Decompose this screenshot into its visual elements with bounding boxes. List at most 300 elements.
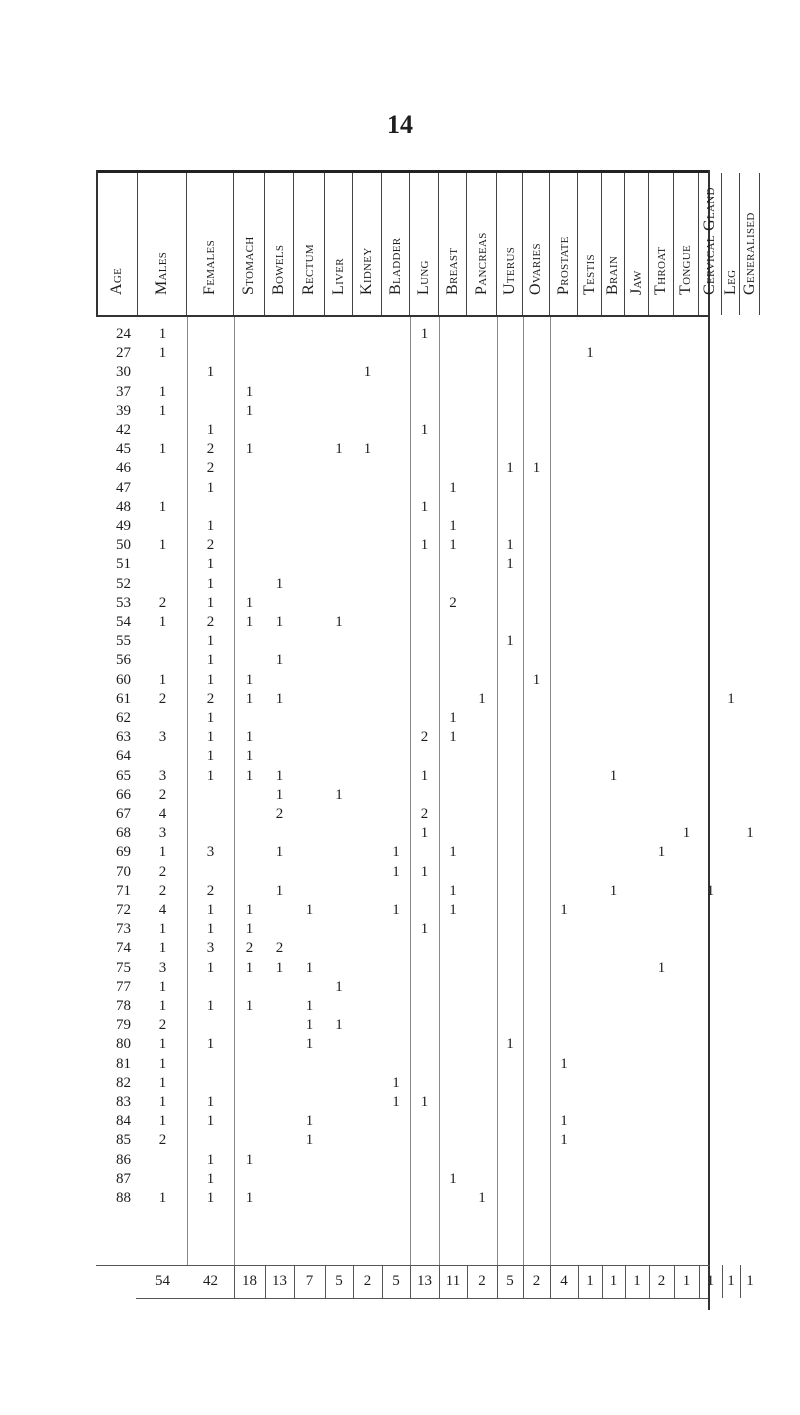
count-cell-females: 2 bbox=[206, 690, 215, 707]
age-cell: 79 bbox=[116, 1017, 131, 1034]
header-females bbox=[187, 173, 234, 315]
header-breast bbox=[439, 173, 467, 315]
count-cell-liver: 1 bbox=[335, 786, 343, 803]
header-bladder bbox=[382, 173, 410, 315]
count-cell-males: 1 bbox=[158, 498, 167, 515]
header-label-ovaries: Ovaries bbox=[527, 243, 544, 295]
header-label-liver: Liver bbox=[329, 258, 347, 295]
header-tongue bbox=[674, 173, 699, 315]
age-cell: 87 bbox=[116, 1170, 131, 1187]
count-cell-females: 1 bbox=[206, 575, 215, 592]
count-cell-females: 1 bbox=[206, 1190, 215, 1206]
header-label-cervical-gland: Cervical Gland bbox=[701, 187, 718, 295]
table-row bbox=[96, 959, 710, 978]
age-cell: 47 bbox=[116, 479, 131, 496]
header-label-leg: Leg bbox=[721, 269, 739, 295]
count-cell-males: 2 bbox=[158, 882, 167, 899]
count-cell-liver: 1 bbox=[335, 614, 343, 630]
count-cell-females: 1 bbox=[206, 1113, 215, 1130]
table-row bbox=[96, 863, 710, 882]
count-cell-females: 1 bbox=[206, 422, 215, 438]
count-cell-females: 3 bbox=[206, 844, 215, 861]
total-cell-tongue: 1 bbox=[682, 1273, 691, 1289]
table-row bbox=[96, 421, 710, 440]
count-cell-males: 1 bbox=[158, 614, 167, 630]
count-cell-bowels: 1 bbox=[275, 614, 284, 630]
count-cell-females: 1 bbox=[206, 729, 215, 746]
count-cell-stomach: 1 bbox=[245, 767, 254, 784]
age-cell: 37 bbox=[116, 383, 131, 400]
header-uterus bbox=[497, 173, 523, 315]
count-cell-lung: 1 bbox=[420, 422, 429, 438]
table-row bbox=[96, 594, 710, 613]
table-row bbox=[96, 363, 710, 382]
count-cell-bowels: 1 bbox=[275, 690, 284, 707]
count-cell-bowels: 1 bbox=[275, 959, 284, 976]
count-cell-lung: 1 bbox=[420, 326, 429, 342]
age-cell: 77 bbox=[116, 978, 131, 995]
count-cell-breast: 1 bbox=[449, 902, 457, 918]
header-bowels bbox=[265, 173, 294, 315]
count-cell-tongue: 1 bbox=[682, 825, 691, 842]
table-row bbox=[96, 1093, 710, 1112]
age-cell: 30 bbox=[116, 364, 131, 381]
count-cell-females: 1 bbox=[206, 748, 215, 765]
count-cell-males: 1 bbox=[158, 921, 167, 938]
count-cell-breast: 1 bbox=[449, 882, 457, 899]
header-label-rectum: Rectum bbox=[300, 244, 317, 295]
age-cell: 74 bbox=[116, 940, 131, 957]
count-cell-stomach: 1 bbox=[245, 594, 254, 611]
table-row bbox=[96, 1151, 710, 1170]
age-cell: 83 bbox=[116, 1094, 131, 1110]
header-liver bbox=[325, 173, 353, 315]
table-row bbox=[96, 920, 710, 939]
count-cell-males: 1 bbox=[158, 1036, 167, 1053]
total-cell-cervical-gland: 1 bbox=[706, 1273, 715, 1289]
age-cell: 52 bbox=[116, 575, 131, 592]
count-cell-breast: 2 bbox=[449, 594, 457, 611]
age-cell: 27 bbox=[116, 345, 131, 362]
count-cell-bowels: 1 bbox=[275, 882, 284, 899]
count-cell-liver: 1 bbox=[335, 1017, 343, 1034]
header-label-stomach: Stomach bbox=[240, 236, 257, 295]
header-kidney bbox=[353, 173, 382, 315]
count-cell-bladder: 1 bbox=[392, 844, 400, 861]
count-cell-lung: 1 bbox=[420, 825, 429, 842]
count-cell-stomach: 1 bbox=[245, 1190, 254, 1206]
table-row bbox=[96, 402, 710, 421]
cancer-cases-table bbox=[96, 170, 758, 1310]
count-cell-males: 4 bbox=[158, 902, 167, 918]
header-label-brain: Brain bbox=[604, 255, 621, 295]
table-row bbox=[96, 517, 710, 536]
age-cell: 42 bbox=[116, 422, 131, 438]
count-cell-males: 2 bbox=[158, 863, 167, 880]
table-row bbox=[96, 1035, 710, 1054]
table-row bbox=[96, 767, 710, 786]
age-cell: 62 bbox=[116, 710, 131, 726]
total-cell-stomach: 18 bbox=[242, 1273, 257, 1289]
table-row bbox=[96, 1055, 710, 1074]
table-row bbox=[96, 997, 710, 1016]
age-cell: 67 bbox=[116, 806, 131, 822]
age-cell: 69 bbox=[116, 844, 131, 861]
count-cell-females: 1 bbox=[206, 1151, 215, 1168]
count-cell-uterus: 1 bbox=[506, 460, 514, 477]
header-label-throat: Throat bbox=[652, 246, 669, 295]
count-cell-females: 1 bbox=[206, 959, 215, 976]
count-cell-females: 1 bbox=[206, 710, 215, 726]
count-cell-lung: 1 bbox=[420, 863, 429, 880]
count-cell-females: 3 bbox=[206, 940, 215, 957]
count-cell-stomach: 1 bbox=[245, 748, 254, 765]
count-cell-females: 1 bbox=[206, 556, 215, 573]
count-cell-breast: 1 bbox=[449, 1170, 457, 1187]
count-cell-males: 4 bbox=[158, 806, 167, 822]
count-cell-males: 1 bbox=[158, 671, 167, 688]
header-jaw bbox=[625, 173, 649, 315]
header-prostate bbox=[550, 173, 578, 315]
count-cell-males: 2 bbox=[158, 1017, 167, 1034]
total-cell-uterus: 5 bbox=[506, 1273, 514, 1289]
total-cell-testis: 1 bbox=[586, 1273, 594, 1289]
header-stomach bbox=[234, 173, 265, 315]
count-cell-uterus: 1 bbox=[506, 537, 514, 554]
header-label-prostate: Prostate bbox=[554, 236, 572, 295]
age-cell: 49 bbox=[116, 518, 131, 534]
age-cell: 54 bbox=[116, 614, 131, 630]
age-cell: 70 bbox=[116, 863, 131, 880]
total-cell-liver: 5 bbox=[335, 1273, 343, 1289]
header-label-testis: Testis bbox=[580, 254, 598, 295]
age-cell: 55 bbox=[116, 633, 131, 650]
table-row bbox=[96, 939, 710, 958]
table-row bbox=[96, 901, 710, 920]
age-cell: 73 bbox=[116, 921, 131, 938]
total-cell-rectum: 7 bbox=[305, 1273, 314, 1289]
total-cell-kidney: 2 bbox=[363, 1273, 372, 1289]
count-cell-males: 3 bbox=[158, 767, 167, 784]
header-label-bowels: Bowels bbox=[270, 244, 287, 295]
count-cell-males: 1 bbox=[158, 1074, 167, 1091]
count-cell-stomach: 1 bbox=[245, 383, 254, 400]
header-label-breast: Breast bbox=[443, 247, 461, 295]
table-row bbox=[96, 1189, 710, 1208]
count-cell-lung: 1 bbox=[420, 767, 429, 784]
count-cell-males: 1 bbox=[158, 1113, 167, 1130]
count-cell-males: 2 bbox=[158, 690, 167, 707]
count-cell-lung: 1 bbox=[420, 921, 429, 938]
age-cell: 72 bbox=[116, 902, 131, 918]
table-row bbox=[96, 651, 710, 670]
count-cell-lung: 2 bbox=[420, 729, 429, 746]
count-cell-kidney: 1 bbox=[363, 441, 372, 458]
count-cell-bowels: 1 bbox=[275, 652, 284, 669]
count-cell-rectum: 1 bbox=[305, 998, 314, 1014]
count-cell-males: 2 bbox=[158, 786, 167, 803]
table-row bbox=[96, 632, 710, 651]
count-cell-lung: 1 bbox=[420, 537, 429, 554]
table-row bbox=[96, 747, 710, 766]
header-label-tongue: Tongue bbox=[677, 244, 694, 295]
header-pancreas bbox=[467, 173, 497, 315]
table-row bbox=[96, 978, 710, 997]
header-lung bbox=[410, 173, 439, 315]
count-cell-bowels: 2 bbox=[275, 940, 284, 957]
table-row bbox=[96, 709, 710, 728]
count-cell-females: 2 bbox=[206, 460, 215, 477]
count-cell-breast: 1 bbox=[449, 844, 457, 861]
total-cell-pancreas: 2 bbox=[478, 1273, 486, 1289]
table-row bbox=[96, 671, 710, 690]
count-cell-kidney: 1 bbox=[363, 364, 372, 381]
table-header-row bbox=[96, 173, 758, 315]
total-cell-bladder: 5 bbox=[392, 1273, 400, 1289]
table-row bbox=[96, 805, 710, 824]
table-row bbox=[96, 690, 735, 709]
count-cell-females: 1 bbox=[206, 652, 215, 669]
count-cell-males: 3 bbox=[158, 959, 167, 976]
total-cell-breast: 11 bbox=[445, 1273, 461, 1289]
header-label-females: Females bbox=[201, 240, 218, 295]
count-cell-females: 1 bbox=[206, 1036, 215, 1053]
header-brain bbox=[602, 173, 625, 315]
header-generalised bbox=[740, 173, 760, 315]
count-cell-rectum: 1 bbox=[305, 1036, 314, 1053]
age-cell: 65 bbox=[116, 767, 131, 784]
table-row bbox=[96, 824, 754, 843]
count-cell-males: 3 bbox=[158, 729, 167, 746]
count-cell-females: 1 bbox=[206, 767, 215, 784]
header-label-kidney: Kidney bbox=[358, 247, 375, 295]
header-throat bbox=[649, 173, 674, 315]
count-cell-prostate: 1 bbox=[560, 1055, 568, 1072]
count-cell-lung: 1 bbox=[420, 1094, 429, 1110]
header-label-pancreas: Pancreas bbox=[472, 232, 490, 295]
header-label-males: Males bbox=[153, 251, 170, 295]
age-cell: 84 bbox=[116, 1113, 131, 1130]
count-cell-throat: 1 bbox=[657, 959, 666, 976]
count-cell-ovaries: 1 bbox=[532, 460, 541, 477]
count-cell-bowels: 1 bbox=[275, 786, 284, 803]
count-cell-males: 1 bbox=[158, 1190, 167, 1206]
count-cell-females: 1 bbox=[206, 1094, 215, 1110]
count-cell-females: 1 bbox=[206, 998, 215, 1014]
header-males bbox=[138, 173, 187, 315]
count-cell-males: 2 bbox=[158, 1132, 167, 1149]
header-rectum bbox=[294, 173, 325, 315]
count-cell-prostate: 1 bbox=[560, 1113, 568, 1130]
count-cell-cervical-gland: 1 bbox=[706, 882, 715, 899]
count-cell-uterus: 1 bbox=[506, 1036, 514, 1053]
table-row bbox=[96, 479, 710, 498]
count-cell-liver: 1 bbox=[335, 978, 343, 995]
count-cell-bladder: 1 bbox=[392, 902, 400, 918]
header-cervical-gland bbox=[699, 173, 722, 315]
count-cell-stomach: 1 bbox=[245, 729, 254, 746]
age-cell: 39 bbox=[116, 402, 131, 419]
count-cell-generalised: 1 bbox=[746, 825, 754, 842]
count-cell-females: 1 bbox=[206, 364, 215, 381]
table-row bbox=[96, 344, 710, 363]
count-cell-brain: 1 bbox=[609, 882, 618, 899]
count-cell-females: 1 bbox=[206, 902, 215, 918]
table-row bbox=[96, 498, 710, 517]
total-cell-leg: 1 bbox=[727, 1273, 735, 1289]
totals-bottom-rule bbox=[136, 1298, 708, 1299]
age-cell: 61 bbox=[116, 690, 131, 707]
count-cell-lung: 2 bbox=[420, 806, 429, 822]
age-cell: 68 bbox=[116, 825, 131, 842]
count-cell-breast: 1 bbox=[449, 729, 457, 746]
count-cell-males: 1 bbox=[158, 383, 167, 400]
header-label-lung: Lung bbox=[415, 260, 432, 295]
count-cell-bladder: 1 bbox=[392, 1074, 400, 1091]
age-cell: 50 bbox=[116, 537, 131, 554]
age-cell: 51 bbox=[116, 556, 131, 573]
totals-row bbox=[96, 1272, 754, 1292]
table-row bbox=[96, 1016, 710, 1035]
age-cell: 60 bbox=[116, 671, 131, 688]
count-cell-stomach: 1 bbox=[245, 690, 254, 707]
header-separator bbox=[96, 315, 710, 317]
count-cell-males: 1 bbox=[158, 940, 167, 957]
count-cell-stomach: 1 bbox=[245, 402, 254, 419]
table-row bbox=[96, 1074, 710, 1093]
count-cell-stomach: 1 bbox=[245, 998, 254, 1014]
count-cell-females: 1 bbox=[206, 518, 215, 534]
count-cell-bowels: 1 bbox=[275, 575, 284, 592]
count-cell-stomach: 1 bbox=[245, 959, 254, 976]
count-cell-prostate: 1 bbox=[560, 902, 568, 918]
count-cell-males: 1 bbox=[158, 844, 167, 861]
table-row bbox=[96, 613, 710, 632]
age-cell: 48 bbox=[116, 498, 131, 515]
table-row bbox=[96, 786, 710, 805]
table-row bbox=[96, 843, 710, 862]
count-cell-bowels: 2 bbox=[275, 806, 284, 822]
header-label-jaw: Jaw bbox=[627, 270, 645, 295]
count-cell-bowels: 1 bbox=[275, 767, 284, 784]
age-cell: 85 bbox=[116, 1132, 131, 1149]
table-row bbox=[96, 459, 710, 478]
count-cell-males: 1 bbox=[158, 345, 167, 362]
age-cell: 82 bbox=[116, 1074, 131, 1091]
count-cell-stomach: 1 bbox=[245, 921, 254, 938]
age-cell: 63 bbox=[116, 729, 131, 746]
header-label-generalised: Generalised bbox=[740, 212, 758, 295]
count-cell-males: 1 bbox=[158, 998, 167, 1014]
count-cell-bladder: 1 bbox=[392, 863, 400, 880]
count-cell-rectum: 1 bbox=[305, 959, 314, 976]
count-cell-rectum: 1 bbox=[305, 1132, 314, 1149]
total-cell-bowels: 13 bbox=[272, 1273, 287, 1289]
count-cell-uterus: 1 bbox=[506, 633, 514, 650]
count-cell-females: 2 bbox=[206, 882, 215, 899]
count-cell-females: 2 bbox=[206, 537, 215, 554]
total-cell-lung: 13 bbox=[417, 1273, 432, 1289]
age-cell: 53 bbox=[116, 594, 131, 611]
count-cell-stomach: 1 bbox=[245, 671, 254, 688]
count-cell-males: 1 bbox=[158, 1055, 167, 1072]
totals-separator bbox=[96, 1265, 710, 1266]
count-cell-males: 1 bbox=[158, 978, 167, 995]
count-cell-males: 3 bbox=[158, 825, 167, 842]
count-cell-rectum: 1 bbox=[305, 1017, 314, 1034]
table-row bbox=[96, 325, 710, 344]
count-cell-females: 1 bbox=[206, 633, 215, 650]
age-cell: 46 bbox=[116, 460, 131, 477]
age-cell: 24 bbox=[116, 326, 131, 342]
table-row bbox=[96, 1112, 710, 1131]
age-cell: 66 bbox=[116, 786, 131, 803]
count-cell-males: 1 bbox=[158, 441, 167, 458]
header-ovaries bbox=[523, 173, 550, 315]
count-cell-testis: 1 bbox=[586, 345, 594, 362]
count-cell-breast: 1 bbox=[449, 537, 457, 554]
age-cell: 56 bbox=[116, 652, 131, 669]
count-cell-stomach: 2 bbox=[245, 940, 254, 957]
count-cell-males: 1 bbox=[158, 537, 167, 554]
total-cell-females: 42 bbox=[203, 1273, 218, 1289]
age-cell: 45 bbox=[116, 441, 131, 458]
count-cell-females: 2 bbox=[206, 441, 215, 458]
count-cell-stomach: 1 bbox=[245, 902, 254, 918]
count-cell-females: 1 bbox=[206, 671, 215, 688]
count-cell-stomach: 1 bbox=[245, 614, 254, 630]
age-cell: 75 bbox=[116, 959, 131, 976]
table-row bbox=[96, 575, 710, 594]
age-cell: 80 bbox=[116, 1036, 131, 1053]
count-cell-pancreas: 1 bbox=[478, 1190, 486, 1206]
total-cell-brain: 1 bbox=[609, 1273, 618, 1289]
total-cell-males: 54 bbox=[155, 1273, 170, 1289]
total-cell-jaw: 1 bbox=[633, 1273, 641, 1289]
count-cell-males: 1 bbox=[158, 1094, 167, 1110]
total-cell-generalised: 1 bbox=[746, 1273, 754, 1289]
count-cell-pancreas: 1 bbox=[478, 690, 486, 707]
count-cell-prostate: 1 bbox=[560, 1132, 568, 1149]
table-row bbox=[96, 383, 710, 402]
table-row bbox=[96, 440, 710, 459]
page-number: 14 bbox=[387, 110, 413, 139]
table-row bbox=[96, 555, 710, 574]
count-cell-females: 1 bbox=[206, 479, 215, 496]
count-cell-rectum: 1 bbox=[305, 902, 314, 918]
count-cell-stomach: 1 bbox=[245, 441, 254, 458]
total-cell-prostate: 4 bbox=[560, 1273, 568, 1289]
total-cell-throat: 2 bbox=[657, 1273, 666, 1289]
count-cell-throat: 1 bbox=[657, 844, 666, 861]
age-cell: 71 bbox=[116, 882, 131, 899]
age-cell: 78 bbox=[116, 998, 131, 1014]
header-age bbox=[96, 173, 138, 315]
count-cell-males: 1 bbox=[158, 326, 167, 342]
header-label-age: Age bbox=[107, 267, 125, 295]
count-cell-stomach: 1 bbox=[245, 1151, 254, 1168]
count-cell-bowels: 1 bbox=[275, 844, 284, 861]
count-cell-leg: 1 bbox=[727, 690, 735, 707]
age-cell: 64 bbox=[116, 748, 131, 765]
table-row bbox=[96, 882, 715, 901]
count-cell-uterus: 1 bbox=[506, 556, 514, 573]
header-leg bbox=[722, 173, 740, 315]
count-cell-lung: 1 bbox=[420, 498, 429, 515]
table-row bbox=[96, 536, 710, 555]
count-cell-liver: 1 bbox=[335, 441, 343, 458]
table-row bbox=[96, 1170, 710, 1189]
